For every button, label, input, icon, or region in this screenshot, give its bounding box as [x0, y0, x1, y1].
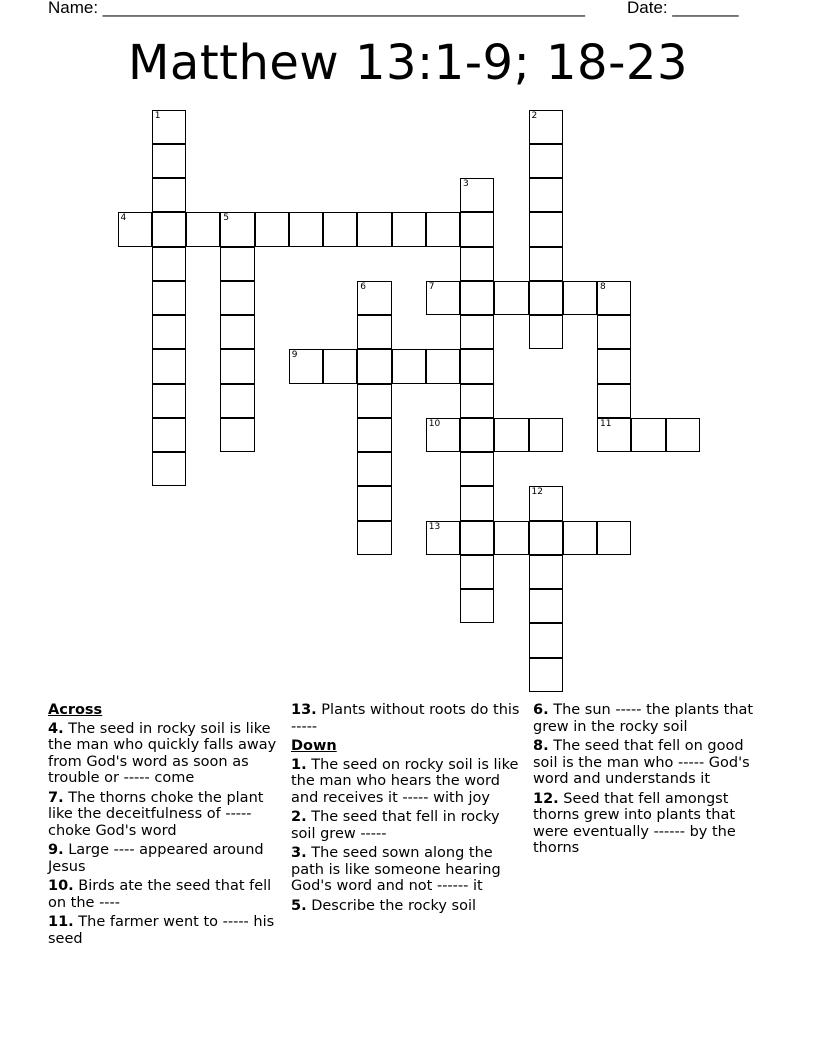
clue-number: 11.	[48, 914, 74, 930]
clue-number: 9.	[48, 842, 64, 858]
clue-number: 12.	[533, 790, 559, 807]
header	[48, 0, 748, 20]
crossword-cell[interactable]	[529, 144, 563, 178]
crossword-cell[interactable]	[220, 212, 254, 246]
crossword-cell[interactable]	[152, 418, 186, 452]
clue-number: 10	[428, 418, 441, 429]
clue	[48, 721, 280, 787]
crossword-cell[interactable]	[357, 315, 391, 349]
clue-number: 5.	[291, 897, 307, 914]
crossword-cell[interactable]	[152, 281, 186, 315]
crossword-cell[interactable]	[460, 589, 494, 623]
clue-number: 12	[531, 487, 543, 498]
crossword-cell[interactable]	[220, 349, 254, 383]
crossword-cell[interactable]	[152, 178, 186, 212]
clue-number: 2.	[291, 809, 307, 825]
crossword-cell[interactable]	[460, 349, 494, 383]
crossword-cell[interactable]	[220, 418, 254, 452]
clue-number: 9	[291, 350, 298, 361]
clue-text: The farmer went to ----- his seed	[48, 914, 275, 947]
clue-number: 6	[360, 281, 366, 292]
crossword-cell[interactable]	[529, 212, 563, 246]
crossword-cell[interactable]	[460, 384, 494, 418]
crossword-cell[interactable]	[597, 384, 631, 418]
crossword-cell[interactable]	[529, 589, 563, 623]
crossword-cell[interactable]	[426, 418, 460, 452]
crossword-cell[interactable]	[152, 349, 186, 383]
clue-text: Seed that fell amongst thorns grew into plants that were eventually ------ by the thorns	[533, 790, 736, 856]
clue-number: 3	[463, 179, 469, 189]
crossword-cell[interactable]	[357, 349, 391, 383]
clue-number: 8.	[533, 738, 549, 754]
clue-number: 6.	[533, 702, 549, 718]
clue-text: Plants without roots do this -----	[291, 702, 520, 735]
crossword-cell[interactable]	[460, 555, 494, 589]
crossword-cell[interactable]	[529, 418, 563, 452]
clue	[48, 790, 280, 840]
crossword-cell[interactable]	[494, 281, 528, 315]
crossword-cell[interactable]	[597, 521, 631, 555]
clue	[291, 845, 523, 895]
date-field-label[interactable]: Date: _______	[627, 0, 739, 17]
crossword-cell[interactable]	[460, 452, 494, 486]
clue	[48, 842, 280, 875]
crossword-cell[interactable]	[323, 212, 357, 246]
clue-number: 8	[600, 281, 606, 292]
crossword-cell[interactable]	[529, 658, 563, 692]
crossword-cell[interactable]	[357, 418, 391, 452]
across-heading: Across	[48, 702, 103, 718]
clue-text: The seed that fell on good soil is the man who ----- God's word and understands it	[533, 738, 750, 787]
crossword-cell[interactable]	[460, 315, 494, 349]
crossword-cell[interactable]	[529, 247, 563, 281]
clue-number: 1	[154, 110, 161, 121]
crossword-cell[interactable]	[494, 418, 528, 452]
name-field-label[interactable]: Name: ___________________________________________________	[48, 0, 585, 17]
crossword-cell[interactable]	[357, 384, 391, 418]
crossword-cell[interactable]	[152, 110, 186, 144]
crossword-cell[interactable]	[529, 521, 563, 555]
crossword-cell[interactable]	[494, 521, 528, 555]
clue	[48, 878, 280, 911]
down-heading: Down	[291, 738, 337, 754]
clue-text: The seed on rocky soil is like the man who hears the word and receives it ----- with joy	[291, 756, 519, 806]
clue-number: 2	[531, 110, 538, 121]
crossword-cell[interactable]	[357, 212, 391, 246]
crossword-cell[interactable]	[392, 349, 426, 383]
clue-number: 13.	[291, 702, 317, 718]
crossword-cell[interactable]	[460, 521, 494, 555]
crossword-cell[interactable]	[152, 247, 186, 281]
crossword-cell[interactable]	[220, 247, 254, 281]
crossword-cell[interactable]	[357, 486, 391, 520]
crossword-cell[interactable]	[426, 521, 460, 555]
crossword-cell[interactable]	[631, 418, 665, 452]
clue-number: 7	[428, 281, 435, 292]
clue-text: Birds ate the seed that fell on the ----	[48, 878, 272, 911]
clue-number: 13	[428, 521, 441, 532]
crossword-cell[interactable]	[563, 281, 597, 315]
crossword-cell[interactable]	[186, 212, 220, 246]
crossword-cell[interactable]	[563, 521, 597, 555]
clue-text: The seed that fell in rocky soil grew -----	[291, 809, 500, 842]
clues-column-2	[291, 702, 523, 917]
clue	[533, 702, 769, 735]
clue	[291, 809, 523, 842]
clue-number: 1.	[291, 756, 307, 773]
crossword-cell[interactable]	[152, 452, 186, 486]
crossword-cell[interactable]	[529, 281, 563, 315]
crossword-cell[interactable]	[426, 212, 460, 246]
clue-number: 10.	[48, 878, 74, 894]
crossword-cell[interactable]	[323, 349, 357, 383]
crossword-cell[interactable]	[289, 212, 323, 246]
clue	[291, 702, 523, 735]
crossword-cell[interactable]	[529, 555, 563, 589]
crossword-cell[interactable]	[460, 247, 494, 281]
page-title: Matthew 13:1-9; 18-23	[128, 35, 688, 91]
crossword-cell[interactable]	[460, 486, 494, 520]
crossword-cell[interactable]	[152, 384, 186, 418]
clue	[533, 791, 769, 857]
crossword-cell[interactable]	[220, 315, 254, 349]
clue	[48, 914, 280, 947]
crossword-cell[interactable]	[152, 212, 186, 246]
clues-column-1	[48, 702, 280, 950]
crossword-cell[interactable]	[529, 315, 563, 349]
crossword-cell[interactable]	[597, 349, 631, 383]
crossword-cell[interactable]	[289, 349, 323, 383]
crossword-cell[interactable]	[460, 212, 494, 246]
clue-text: The seed in rocky soil is like the man who quickly falls away from God's word as soon as trouble or ----- come	[48, 720, 277, 786]
crossword-cell[interactable]	[460, 281, 494, 315]
crossword-cell[interactable]	[529, 178, 563, 212]
clue-text: Large ---- appeared around Jesus	[48, 842, 264, 875]
crossword-cell[interactable]	[357, 521, 391, 555]
clue-text: Describe the rocky soil	[306, 897, 477, 914]
clue-number: 4	[120, 213, 127, 224]
crossword-cell[interactable]	[220, 384, 254, 418]
crossword-cell[interactable]	[529, 623, 563, 657]
clue-text: The thorns choke the plant like the deceitfulness of ----- choke God's word	[48, 789, 264, 839]
crossword-cell[interactable]	[597, 315, 631, 349]
clue-text: The seed sown along the path is like someone hearing God's word and not ------ it	[291, 845, 501, 894]
crossword-cell[interactable]	[255, 212, 289, 246]
clue-text: The sun ----- the plants that grew in the rocky soil	[533, 702, 754, 735]
clues-column-3	[533, 702, 769, 860]
crossword-cell[interactable]	[460, 178, 494, 212]
crossword-cell[interactable]	[357, 452, 391, 486]
crossword-cell[interactable]	[426, 281, 460, 315]
crossword-cell[interactable]	[220, 281, 254, 315]
crossword-cell[interactable]	[152, 144, 186, 178]
clue-number: 7.	[48, 789, 64, 806]
crossword-cell[interactable]	[392, 212, 426, 246]
crossword-cell[interactable]	[666, 418, 700, 452]
clue	[291, 757, 523, 807]
crossword-cell[interactable]	[529, 486, 563, 520]
crossword-cell[interactable]	[152, 315, 186, 349]
crossword-cell[interactable]	[597, 281, 631, 315]
crossword-cell[interactable]	[529, 110, 563, 144]
crossword-cell[interactable]	[597, 418, 631, 452]
clue	[533, 738, 769, 788]
clue-number: 4.	[48, 720, 64, 737]
crossword-cell[interactable]	[426, 349, 460, 383]
crossword-cell[interactable]	[118, 212, 152, 246]
crossword-cell[interactable]	[460, 418, 494, 452]
clue-number: 11	[600, 418, 612, 429]
clue-number: 3.	[291, 845, 307, 861]
clue	[291, 898, 523, 915]
crossword-cell[interactable]	[357, 281, 391, 315]
clue-number: 5	[223, 213, 229, 224]
